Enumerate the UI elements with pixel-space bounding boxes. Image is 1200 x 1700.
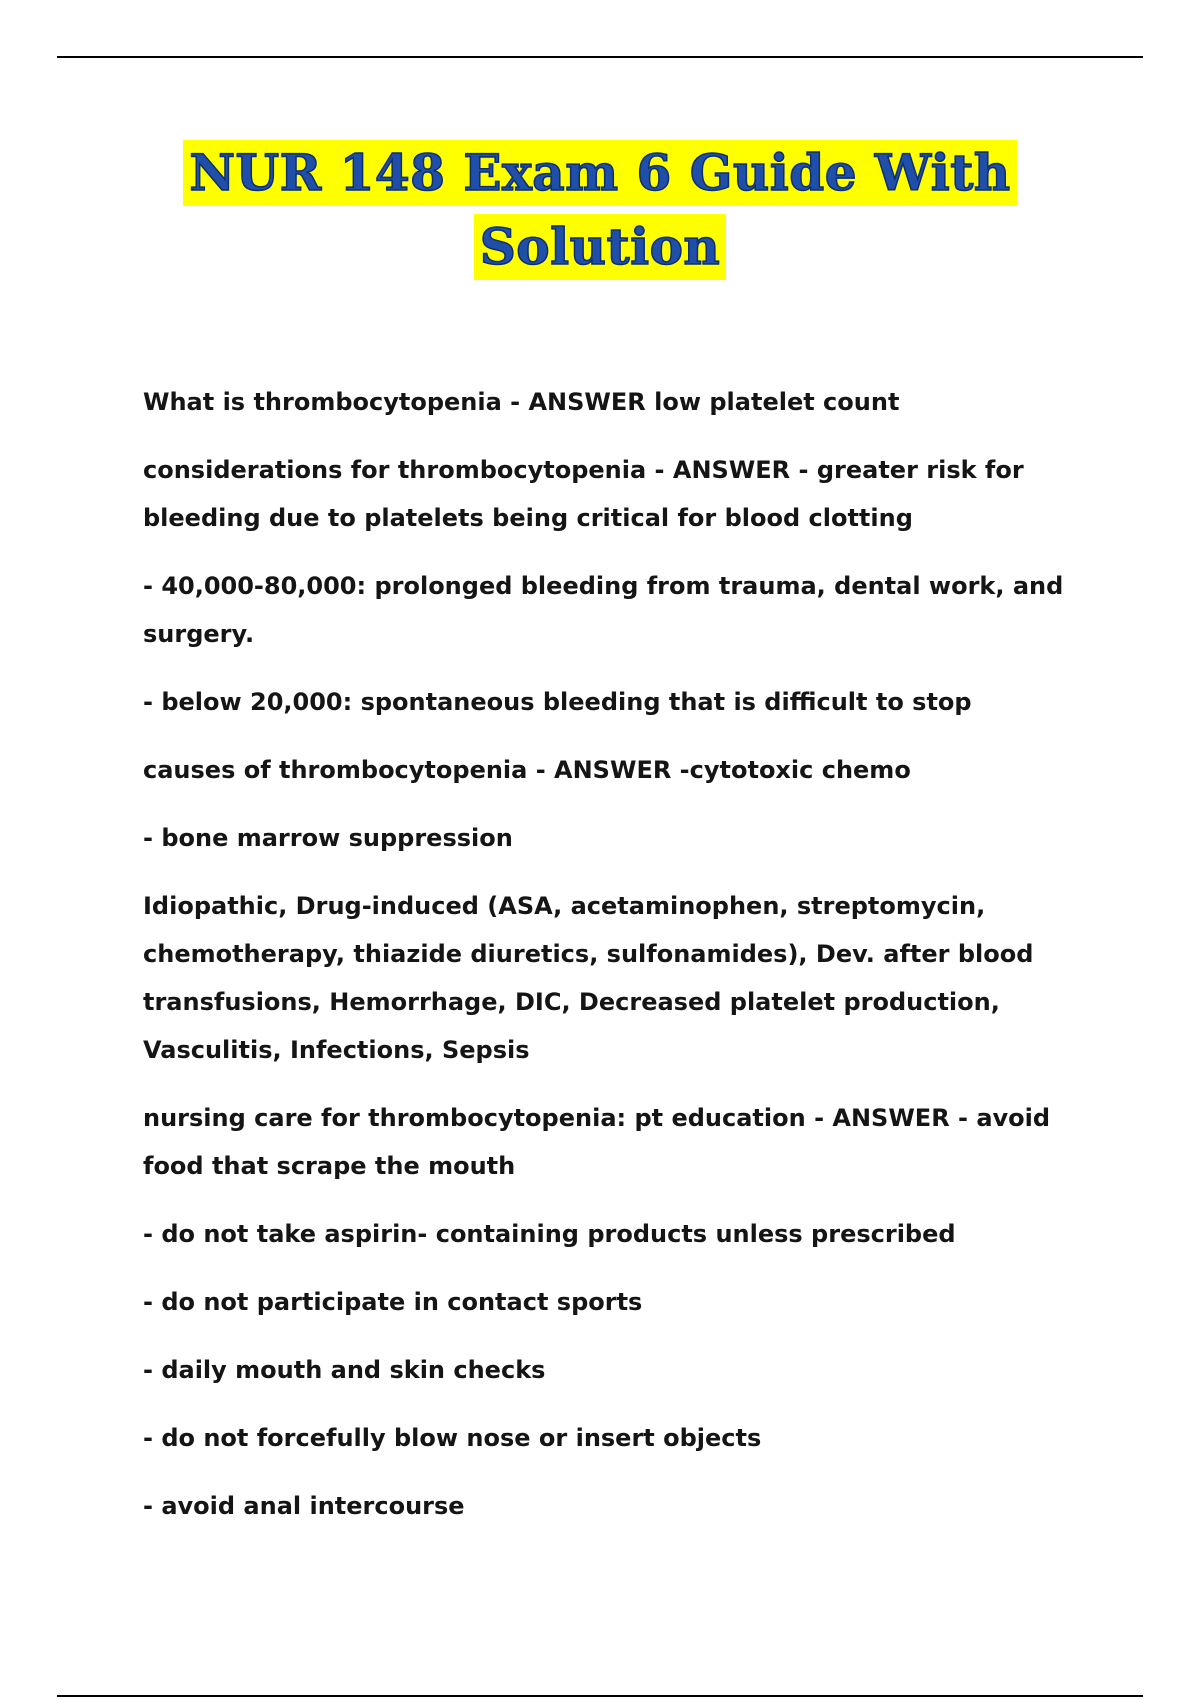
title-line-1: NUR 148 Exam 6 Guide With (183, 140, 1016, 206)
paragraph: What is thrombocytopenia - ANSWER low platelet count (143, 388, 900, 416)
paragraph: - 40,000-80,000: prolonged bleeding from trauma, dental work, and surgery. (143, 572, 1064, 648)
paragraph: - bone marrow suppression (143, 824, 513, 852)
footer-rule (57, 1695, 1143, 1697)
paragraph: - avoid anal intercourse (143, 1492, 465, 1520)
paragraph: Idiopathic, Drug-induced (ASA, acetaminophen, streptomycin, chemotherapy, thiazide diuretics, sulfonamides), Dev. after blood transfusions, Hemorrhage, DIC, Decreased platelet production, Vasculitis, Infections, Sepsis (143, 892, 1034, 1064)
title-line-2: Solution (474, 214, 727, 280)
header-rule (57, 56, 1143, 58)
paragraph: - do not forcefully blow nose or insert objects (143, 1424, 762, 1452)
document-title (0, 140, 1200, 280)
paragraph: - below 20,000: spontaneous bleeding that is difficult to stop (143, 688, 972, 716)
paragraph: - do not take aspirin- containing products unless prescribed (143, 1220, 956, 1248)
paragraph: causes of thrombocytopenia - ANSWER -cytotoxic chemo (143, 756, 911, 784)
paragraph: nursing care for thrombocytopenia: pt education - ANSWER - avoid food that scrape the mouth (143, 1104, 1051, 1180)
paragraph: - daily mouth and skin checks (143, 1356, 546, 1384)
document-body (143, 378, 1103, 1550)
paragraph: - do not participate in contact sports (143, 1288, 643, 1316)
paragraph: considerations for thrombocytopenia - ANSWER - greater risk for bleeding due to platelets being critical for blood clotting (143, 456, 1024, 532)
